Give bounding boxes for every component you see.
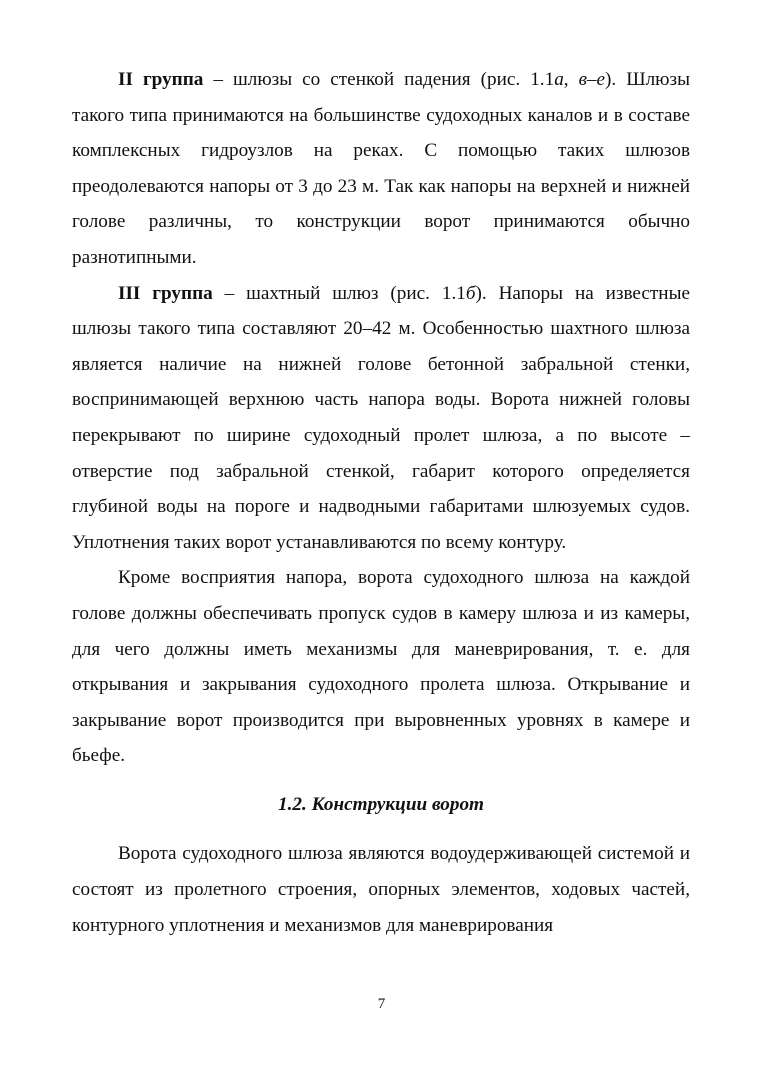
page-content bbox=[72, 62, 690, 943]
paragraph-text: , bbox=[563, 69, 579, 90]
page-number: 7 bbox=[377, 996, 386, 1012]
paragraph-text: ). Шлюзы такого типа принимаются на большинстве судоходных каналов и в составе комплексных гидроузлов на реках. С помощью таких шлюзов преодолеваются напоры от 3 до 23 м. Так как напоры на верхней и нижней голове различны, то конструкции ворот принимаются обычно разнотипными. bbox=[72, 69, 690, 268]
figure-ref-italic: а bbox=[554, 69, 564, 90]
paragraph-group-3 bbox=[72, 276, 690, 561]
paragraph-gate-operation: Кроме восприятия напора, ворота судоходного шлюза на каждой голове должны обеспечивать пропуск судов в камеру шлюза и из камеры, для чего должны иметь механизмы для маневрирования, т. е. для открывания и закрывания судоходного пролета шлюза. Открывание и закрывание ворот производится при выровненных уровнях в камере и бьефе. bbox=[72, 567, 690, 767]
figure-ref-italic: б bbox=[465, 282, 476, 304]
group-3-label: III группа bbox=[118, 282, 213, 304]
paragraph-text: – шлюзы со стенкой падения (рис. 1.1 bbox=[203, 69, 555, 90]
group-2-label: II группа bbox=[118, 69, 204, 90]
section-heading: 1.2. Конструкции ворот bbox=[278, 793, 484, 815]
paragraph-text: – шахтный шлюз (рис. 1.1 bbox=[212, 282, 466, 304]
paragraph-group-2 bbox=[72, 62, 690, 276]
paragraph-gate-construction: Ворота судоходного шлюза являются водоудерживающей системой и состоят из пролетного строения, опорных элементов, ходовых частей, контурного уплотнения и механизмов для маневрирования bbox=[72, 843, 690, 936]
figure-ref-italic: в–е bbox=[578, 69, 606, 90]
paragraph-text: ). Напоры на известные шлюзы такого типа составляют 20–42 м. Особенностью шахтного шлюза является наличие на нижней голове бетонной забральной стенки, воспринимающей верхнюю часть напора воды. Ворота нижней головы перекрывают по ширине судоходный пролет шлюза, а по высоте – отверстие под забральной стенкой, габарит которого определяется глубиной воды на пороге и надводными габаритами шлюзуемых судов. Уплотнения таких ворот устанавливаются по всему контуру. bbox=[72, 282, 690, 553]
